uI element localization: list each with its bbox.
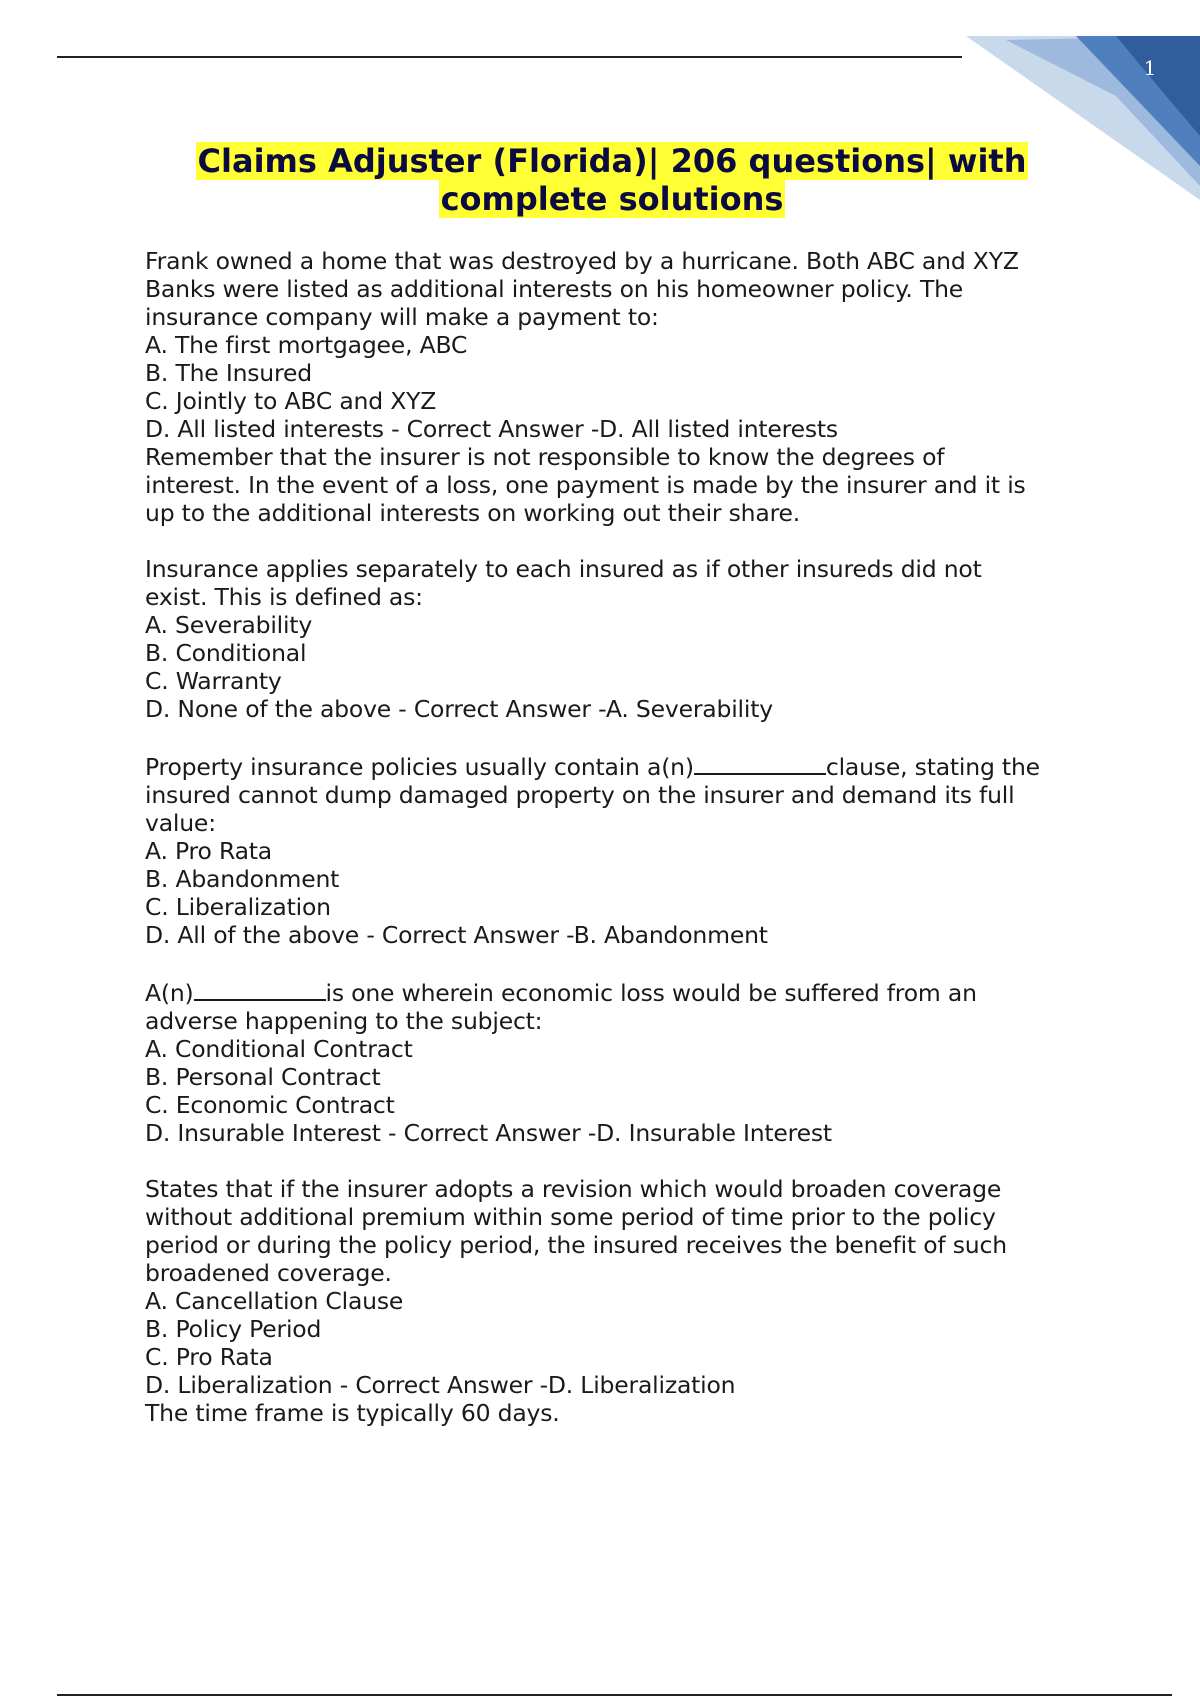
fill-in-blank xyxy=(194,977,326,1001)
explanation-line: interest. In the event of a loss, one payment is made by the insurer and it is xyxy=(145,471,1026,499)
answer-option: B. Conditional xyxy=(145,639,307,667)
answer-option: A. Severability xyxy=(145,611,313,639)
stem-text: A(n) xyxy=(145,979,194,1007)
question-1 xyxy=(145,247,1085,527)
answer-option: C. Liberalization xyxy=(145,893,331,921)
answer-option-correct: D. All listed interests - Correct Answer -D. All listed interests xyxy=(145,415,838,443)
question-stem-line: Banks were listed as additional interests on his homeowner policy. The xyxy=(145,275,964,303)
answer-option: B. Abandonment xyxy=(145,865,340,893)
document-title xyxy=(145,142,1079,218)
answer-option-correct: D. None of the above - Correct Answer -A. Severability xyxy=(145,695,773,723)
explanation-line: Remember that the insurer is not responsible to know the degrees of xyxy=(145,443,945,471)
question-stem-line: Insurance applies separately to each insured as if other insureds did not xyxy=(145,555,982,583)
answer-option: B. The Insured xyxy=(145,359,312,387)
question-3 xyxy=(145,751,1085,949)
answer-option: A. The first mortgagee, ABC xyxy=(145,331,468,359)
question-stem-line: value: xyxy=(145,809,216,837)
question-stem-line xyxy=(145,751,1085,781)
answer-option: B. Policy Period xyxy=(145,1315,322,1343)
question-stem-line: period or during the policy period, the insured receives the benefit of such xyxy=(145,1231,1007,1259)
answer-option: C. Economic Contract xyxy=(145,1091,395,1119)
question-list xyxy=(145,247,1085,1455)
question-stem-line: States that if the insurer adopts a revision which would broaden coverage xyxy=(145,1175,1002,1203)
stem-text: Property insurance policies usually contain a(n) xyxy=(145,753,694,781)
title-line-1: Claims Adjuster (Florida)| 206 questions| with xyxy=(197,142,1027,180)
answer-option: B. Personal Contract xyxy=(145,1063,381,1091)
answer-option-correct: D. All of the above - Correct Answer -B. Abandonment xyxy=(145,921,768,949)
explanation-line: The time frame is typically 60 days. xyxy=(145,1399,560,1427)
question-stem-line: Frank owned a home that was destroyed by a hurricane. Both ABC and XYZ xyxy=(145,247,1019,275)
question-2 xyxy=(145,555,1085,723)
question-4 xyxy=(145,977,1085,1147)
stem-text: is one wherein economic loss would be suffered from an xyxy=(325,979,977,1007)
question-stem-line xyxy=(145,977,1085,1007)
question-stem-line: exist. This is defined as: xyxy=(145,583,423,611)
answer-option: C. Pro Rata xyxy=(145,1343,273,1371)
answer-option: A. Pro Rata xyxy=(145,837,272,865)
footer-rule xyxy=(57,1694,1172,1696)
fill-in-blank xyxy=(694,751,826,775)
explanation-line: up to the additional interests on working out their share. xyxy=(145,499,801,527)
question-stem-line: insured cannot dump damaged property on the insurer and demand its full xyxy=(145,781,1015,809)
title-line-2: complete solutions xyxy=(440,180,784,218)
answer-option: A. Conditional Contract xyxy=(145,1035,413,1063)
page-number: 1 xyxy=(1143,56,1157,80)
answer-option-correct: D. Insurable Interest - Correct Answer -D. Insurable Interest xyxy=(145,1119,832,1147)
question-stem-line: insurance company will make a payment to: xyxy=(145,303,659,331)
answer-option: C. Warranty xyxy=(145,667,282,695)
question-stem-line: broadened coverage. xyxy=(145,1259,392,1287)
stem-text: clause, stating the xyxy=(825,753,1040,781)
answer-option: C. Jointly to ABC and XYZ xyxy=(145,387,437,415)
answer-option: A. Cancellation Clause xyxy=(145,1287,404,1315)
answer-option-correct: D. Liberalization - Correct Answer -D. Liberalization xyxy=(145,1371,736,1399)
question-stem-line: adverse happening to the subject: xyxy=(145,1007,543,1035)
question-5 xyxy=(145,1175,1085,1427)
question-stem-line: without additional premium within some period of time prior to the policy xyxy=(145,1203,996,1231)
header-rule xyxy=(57,56,962,58)
